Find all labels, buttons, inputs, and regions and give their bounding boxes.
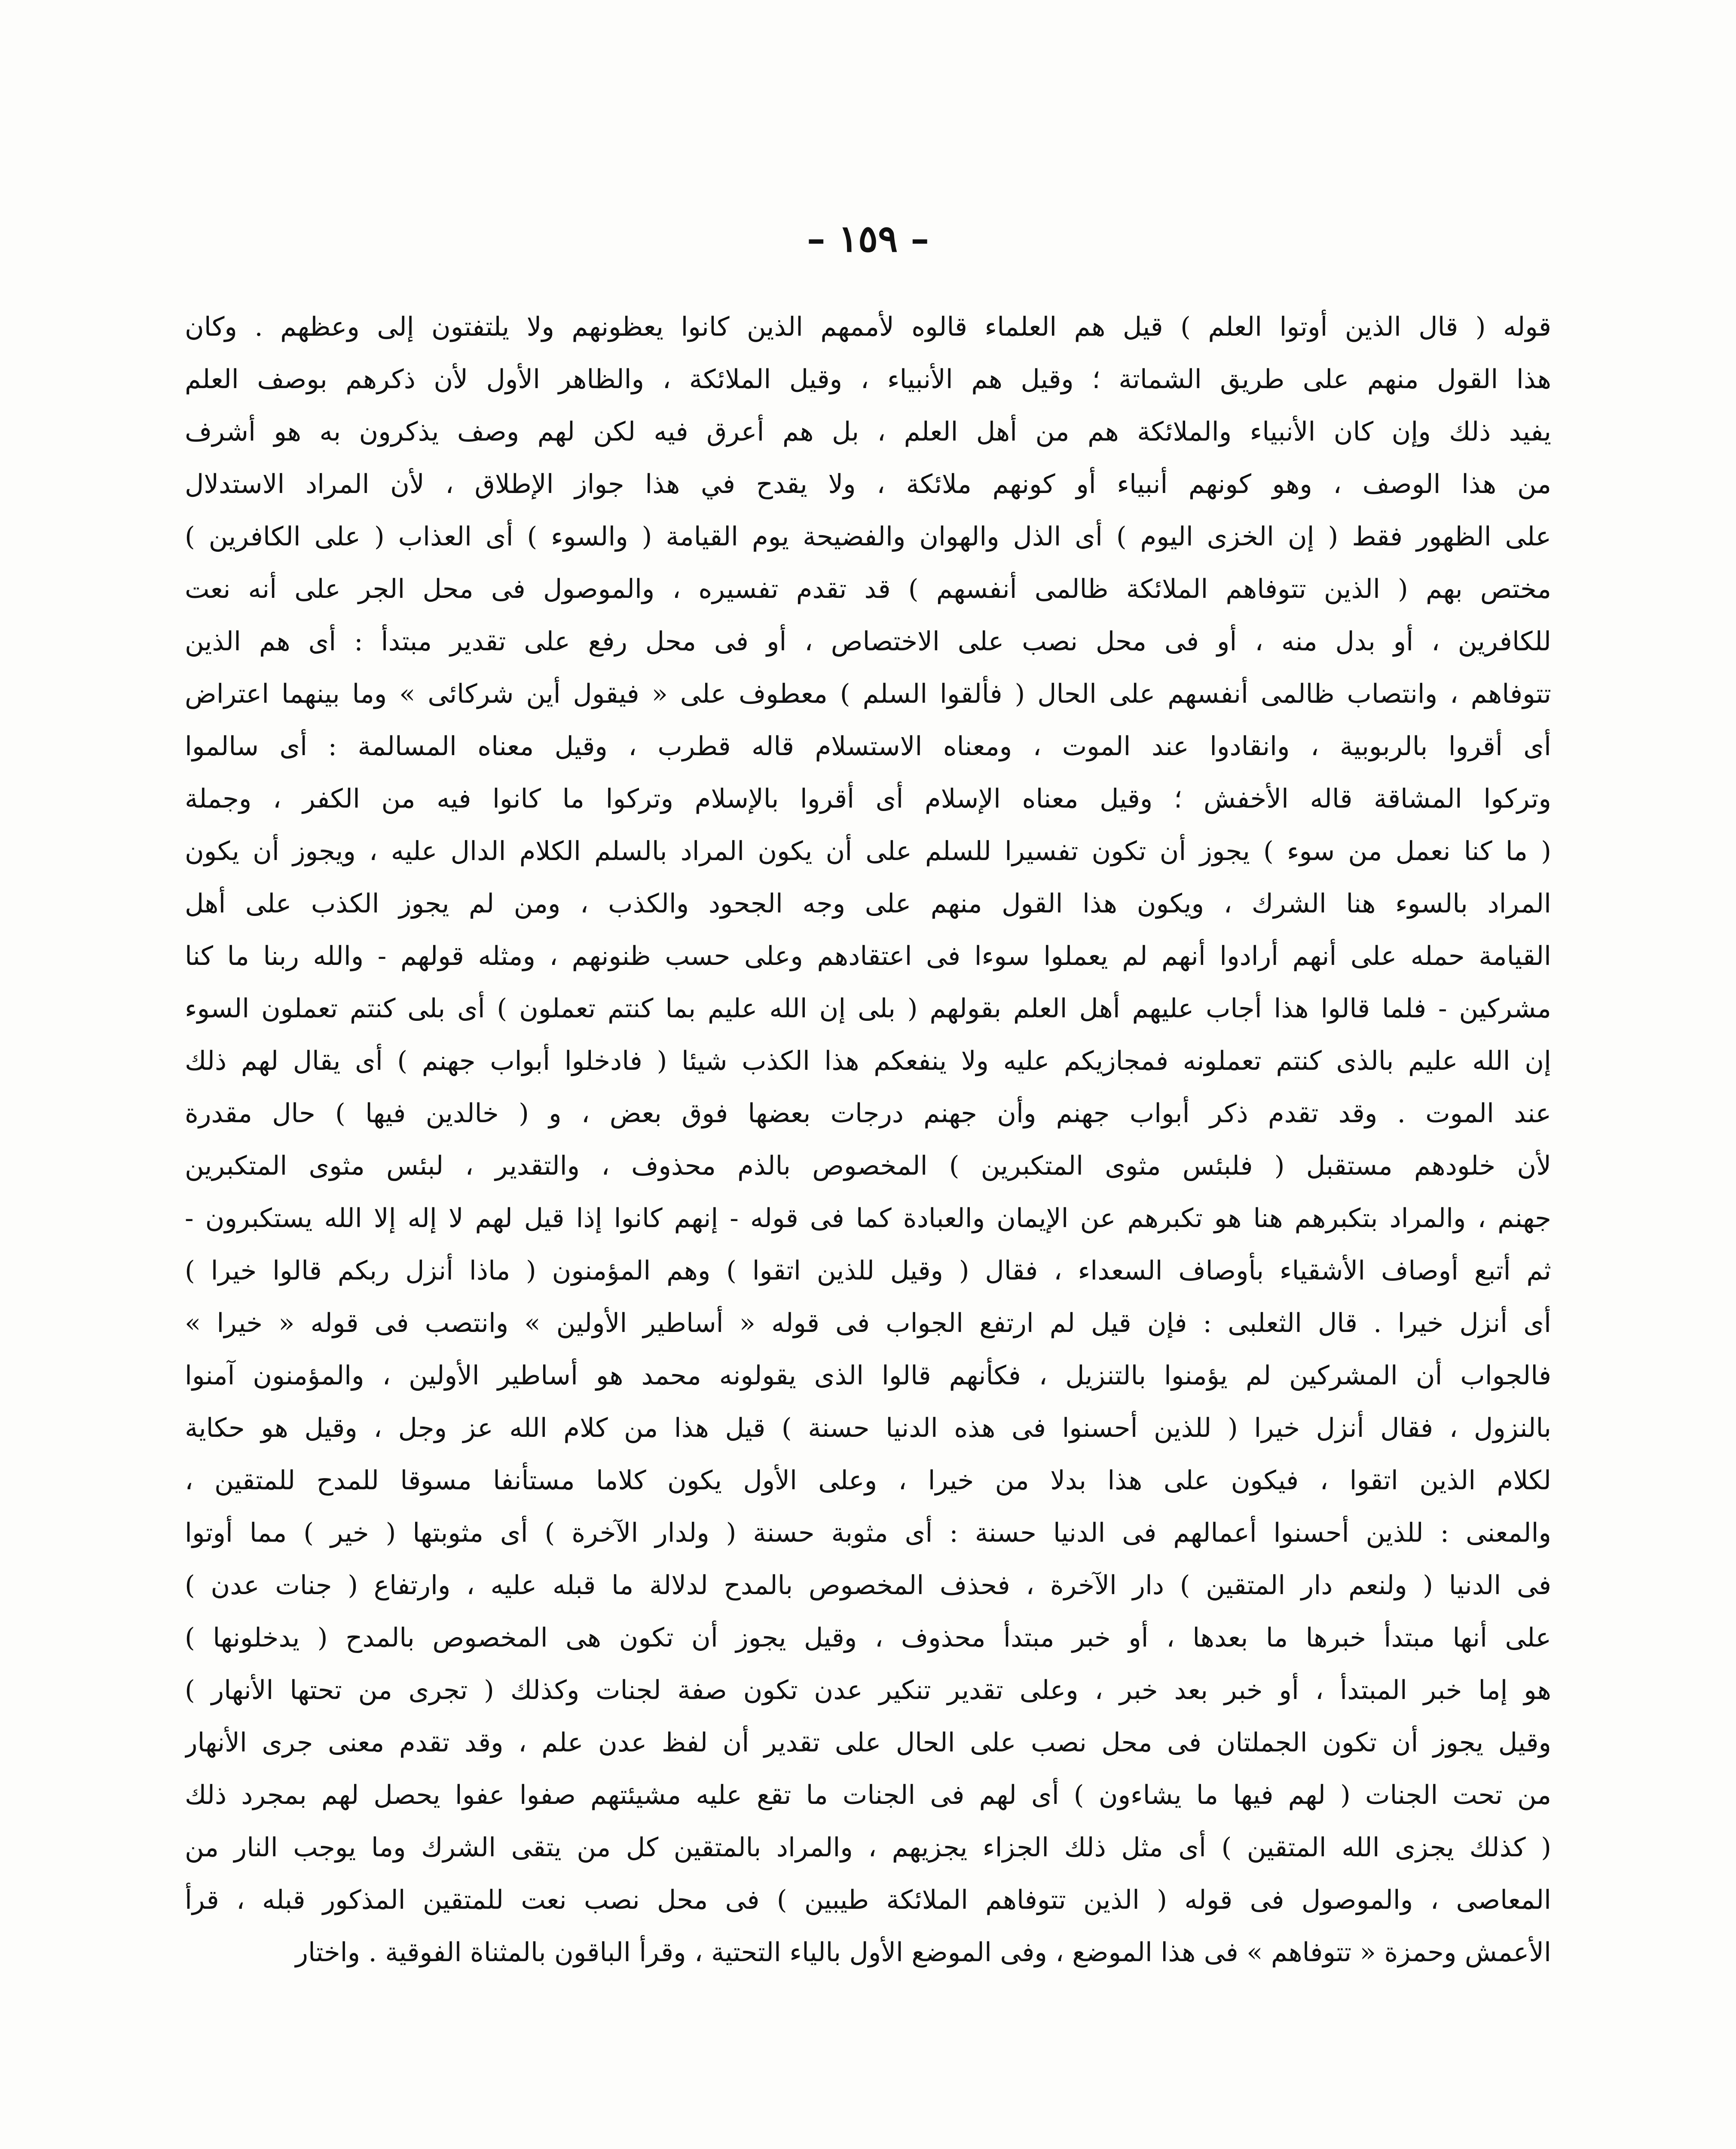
- text-line: وتركوا المشاقة قاله الأخفش ؛ وقيل معناه الإسلام أى أقروا بالإسلام وتركوا ما كانوا فيه من الكفر ، وجملة: [185, 784, 1551, 814]
- text-line: الأعمش وحمزة « تتوفاهم » فى هذا الموضع ، وفى الموضع الأول بالياء التحتية ، وقرأ الباقون بالمثناة الفوقية . واختار: [295, 1937, 1551, 1968]
- text-line: مختص بهم ( الذين تتوفاهم الملائكة ظالمى أنفسهم ) قد تقدم تفسيره ، والموصول فى محل الجر على أنه نعت: [185, 574, 1551, 604]
- text-line: المعاصى ، والموصول فى قوله ( الذين تتوفاهم الملائكة طيبين ) فى محل نصب نعت للمتقين المذكور قبله ، قرأ: [185, 1885, 1551, 1915]
- text-line: لأن خلودهم مستقبل ( فلبئس مثوى المتكبرين ) المخصوص بالذم محذوف ، والتقدير ، لبئس مثوى المتكبرين: [185, 1151, 1551, 1181]
- text-line: وقيل يجوز أن تكون الجملتان فى محل نصب على الحال على تقدير أن لفظ عدن علم ، وقد تقدم معنى جرى الأنهار: [185, 1727, 1551, 1758]
- text-line: هو إما خبر المبتدأ ، أو خبر بعد خبر ، وعلى تقدير تنكير عدن تكون صفة لجنات وكذلك ( تجرى من تحتها الأنهار ): [185, 1675, 1551, 1705]
- text-line: من تحت الجنات ( لهم فيها ما يشاءون ) أى لهم فى الجنات ما تقع عليه مشيئتهم صفوا عفوا يحصل لهم بمجرد ذلك: [185, 1780, 1551, 1810]
- text-line: على الظهور فقط ( إن الخزى اليوم ) أى الذل والهوان والفضيحة يوم القيامة ( والسوء ) أى العذاب ( على الكافرين ): [185, 521, 1551, 552]
- text-line: ( كذلك يجزى الله المتقين ) أى مثل ذلك الجزاء يجزيهم ، والمراد بالمتقين كل من يتقى الشرك وما يوجب النار من: [185, 1832, 1551, 1863]
- text-line: عند الموت . وقد تقدم ذكر أبواب جهنم وأن جهنم درجات بعضها فوق بعض ، و ( خالدين فيها ) حال مقدرة: [185, 1098, 1551, 1129]
- text-line: على أنها مبتدأ خبرها ما بعدها ، أو خبر مبتدأ محذوف ، وقيل يجوز أن تكون هى المخصوص بالمدح ( يدخلونها ): [185, 1622, 1551, 1653]
- text-line: أى أقروا بالربوبية ، وانقادوا عند الموت ، ومعناه الاستسلام قاله قطرب ، وقيل معناه المسالمة : أى سالموا: [185, 731, 1551, 762]
- text-line: ثم أتبع أوصاف الأشقياء بأوصاف السعداء ، فقال ( وقيل للذين اتقوا ) وهم المؤمنون ( ماذا أنزل ربكم قالوا خيرا ): [185, 1255, 1551, 1286]
- text-line: مشركين - فلما قالوا هذا أجاب عليهم أهل العلم بقولهم ( بلى إن الله عليم بما كنتم تعملون ) أى بلى كنتم تعملون السوء: [185, 993, 1551, 1024]
- text-line: لكلام الذين اتقوا ، فيكون على هذا بدلا من خيرا ، وعلى الأول يكون كلاما مستأنفا مسوقا للمدح للمتقين ،: [185, 1465, 1551, 1496]
- body-text: [185, 301, 1551, 1979]
- text-line: من هذا الوصف ، وهو كونهم أنبياء أو كونهم ملائكة ، ولا يقدح في هذا جواز الإطلاق ، لأن المراد الاستدلال: [185, 469, 1551, 499]
- page-number: – ١٥٩ –: [807, 217, 929, 260]
- text-line: القيامة حمله على أنهم أرادوا أنهم لم يعملوا سوءا فى اعتقادهم وعلى حسب ظنونهم ، ومثله قولهم - والله ربنا ما كنا: [185, 941, 1551, 971]
- text-line: المراد بالسوء هنا الشرك ، ويكون هذا القول منهم على وجه الجحود والكذب ، ومن لم يجوز الكذب على أهل: [185, 888, 1551, 919]
- text-line: أى أنزل خيرا . قال الثعلبى : فإن قيل لم ارتفع الجواب فى قوله « أساطير الأولين » وانتصب فى قوله « خيرا »: [185, 1308, 1551, 1338]
- text-line: والمعنى : للذين أحسنوا أعمالهم فى الدنيا حسنة : أى مثوبة حسنة ( ولدار الآخرة ) أى مثوبتها ( خير ) مما أوتوا: [185, 1518, 1551, 1548]
- text-line: يفيد ذلك وإن كان الأنبياء والملائكة هم من أهل العلم ، بل هم أعرق فيه لكن لهم وصف يذكرون به هو أشرف: [185, 416, 1551, 447]
- text-line: ( ما كنا نعمل من سوء ) يجوز أن تكون تفسيرا للسلم على أن يكون المراد بالسلم الكلام الدال عليه ، ويجوز أن يكون: [185, 836, 1551, 866]
- text-line: إن الله عليم بالذى كنتم تعملونه فمجازيكم عليه ولا ينفعكم هذا الكذب شيئا ( فادخلوا أبواب جهنم ) أى يقال لهم ذلك: [185, 1046, 1551, 1076]
- text-line: جهنم ، والمراد بتكبرهم هنا هو تكبرهم عن الإيمان والعبادة كما فى قوله - إنهم كانوا إذا قيل لهم لا إله إلا الله يستكبرون -: [185, 1203, 1551, 1234]
- text-line: فالجواب أن المشركين لم يؤمنوا بالتنزيل ، فكأنهم قالوا الذى يقولونه محمد هو أساطير الأولين ، والمؤمنون آمنوا: [185, 1360, 1551, 1391]
- text-line: للكافرين ، أو بدل منه ، أو فى محل نصب على الاختصاص ، أو فى محل رفع على تقدير مبتدأ : أى هم الذين: [185, 626, 1551, 657]
- text-line: هذا القول منهم على طريق الشماتة ؛ وقيل هم الأنبياء ، وقيل الملائكة ، والظاهر الأول لأن ذكرهم بوصف العلم: [185, 364, 1551, 395]
- text-line: قوله ( قال الذين أوتوا العلم ) قيل هم العلماء قالوه لأممهم الذين كانوا يعظونهم ولا يلتفتون إلى وعظهم . وكان: [185, 312, 1551, 342]
- text-line: فى الدنيا ( ولنعم دار المتقين ) دار الآخرة ، فحذف المخصوص بالمدح لدلالة ما قبله عليه ، وارتفاع ( جنات عدن ): [185, 1570, 1551, 1601]
- text-line: تتوفاهم ، وانتصاب ظالمى أنفسهم على الحال ( فألقوا السلم ) معطوف على « فيقول أين شركائى » وما بينهما اعتراض: [185, 679, 1551, 709]
- text-line: بالنزول ، فقال أنزل خيرا ( للذين أحسنوا فى هذه الدنيا حسنة ) قيل هذا من كلام الله عز وجل ، وقيل هو حكاية: [185, 1413, 1551, 1443]
